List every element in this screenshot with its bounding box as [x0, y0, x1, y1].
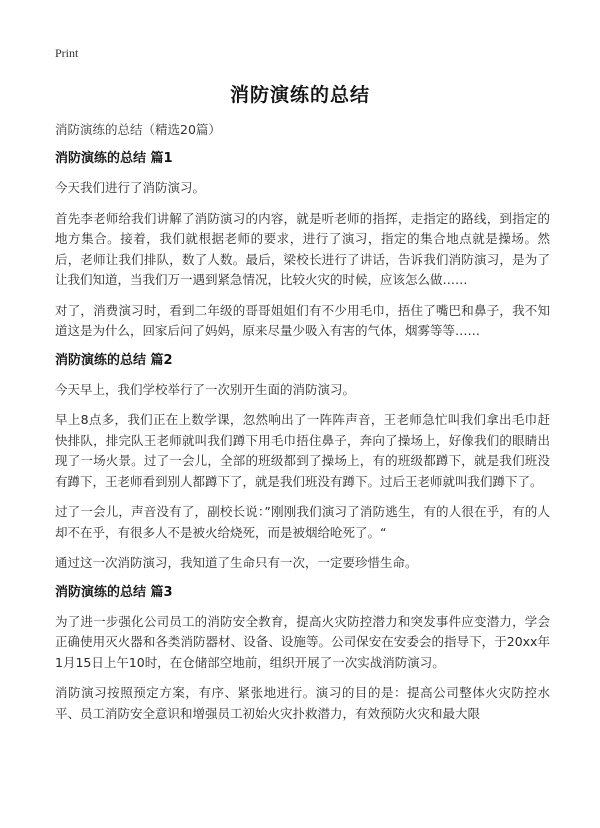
section-heading: 消防演练的总结 篇2 — [55, 352, 173, 368]
document-body — [55, 150, 550, 734]
section-3 — [55, 584, 550, 725]
paragraph: 为了进一步强化公司员工的消防安全教育，提高火灾防控潜力和突发事件应变潜力，学会正确使用灭火器和各类消防器材、设备、设施等。公司保安在安委会的指导下，于20xx年1月15日上午10时，在仓储部空地前，组织开展了一次实战消防演习。 — [55, 613, 550, 670]
section-1 — [55, 150, 550, 342]
paragraph: 早上8点多，我们正在上数学课，忽然响出了一阵阵声音，王老师急忙叫我们拿出毛巾赶快排队，排完队王老师就叫我们蹲下用毛巾捂住鼻子，奔向了操场上，好像我们的眼睛出现了一场火景。过了一会儿，全部的班级都到了操场上，有的班级都蹲下，就是我们班没有蹲下，王老师看到别人都蹲下了，就是我们班没有蹲下。过后王老师就叫我们蹲下了。 — [55, 412, 550, 489]
section-heading: 消防演练的总结 篇3 — [55, 584, 173, 600]
section-heading: 消防演练的总结 篇1 — [55, 151, 173, 166]
document-title: 消防演练的总结 — [229, 84, 370, 106]
paragraph: 今天我们进行了消防演习。 — [55, 180, 206, 195]
paragraph: 消防演习按照预定方案，有序、紧张地进行。演习的目的是：提高公司整体火灾防控水平、员工消防安全意识和增强员工初始火灾扑救潜力，有效预防火灾和最大限 — [55, 685, 550, 721]
paragraph: 首先李老师给我们讲解了消防演习的内容，就是听老师的指挥，走指定的路线，到指定的地方集合。接着，我们就根据老师的要求，进行了演习，指定的集合地点就是操场。然后，老师让我们排队，数了人数。最后，梁校长进行了讲话，告诉我们消防演习，是为了让我们知道，当我们万一遇到紧急情况，比较火灾的时候，应该怎么做…… — [55, 210, 550, 287]
paragraph: 过了一会儿，声音没有了，副校长说：”刚刚我们演习了消防逃生，有的人很在乎，有的人却不在乎，有很多人不是被火给烧死，而是被烟给呛死了。“ — [55, 504, 550, 540]
paragraph: 通过这一次消防演习，我知道了生命只有一次，一定要珍惜生命。 — [55, 555, 418, 570]
document-subtitle: 消防演练的总结（精选20篇） — [55, 122, 221, 137]
paragraph: 对了，消费演习时，看到二年级的哥哥姐姐们有不少用毛巾，捂住了嘴巴和鼻子，我不知道这是为什么，回家后问了妈妈，原来尽量少吸入有害的气体，烟雾等等…… — [55, 302, 550, 338]
print-label: Print — [55, 46, 79, 60]
paragraph: 今天早上，我们学校举行了一次别开生面的消防演习。 — [55, 381, 356, 397]
section-2 — [55, 352, 550, 574]
